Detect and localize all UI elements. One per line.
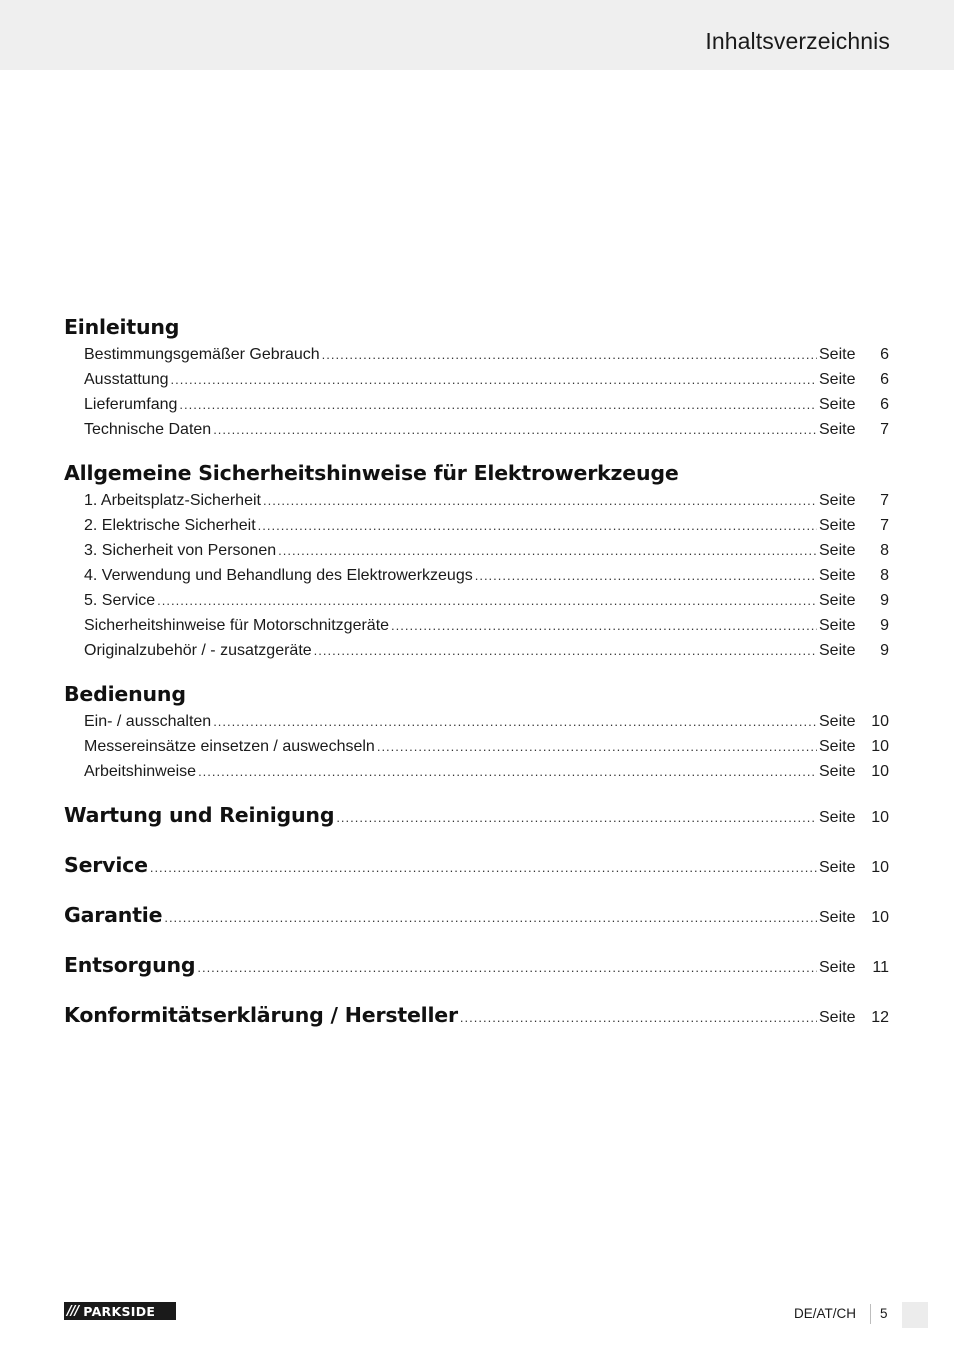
toc-entry[interactable] [64,488,889,513]
dot-leader [314,638,817,663]
dot-leader [258,513,817,538]
dot-leader [197,953,817,983]
toc-entry-seite: Seite [819,713,856,730]
logo-text: PARKSIDE [83,1303,156,1319]
toc-main-entry[interactable] [64,850,889,880]
toc-entry-label: Bestimmungsgemäßer Gebrauch [84,346,320,363]
toc-entry-label: Messereinsätze einsetzen / auswechseln [84,738,375,755]
footer-divider [870,1304,871,1324]
toc-entry[interactable] [64,513,889,538]
toc-entry-seite: Seite [819,492,856,509]
dot-leader [171,367,818,392]
toc-main-entry-label: Entsorgung [64,953,196,977]
toc-entry-label: Technische Daten [84,421,212,438]
logo-stripes: /// [67,1303,79,1319]
dot-leader [213,417,817,442]
toc-entry-label: Originalzubehör / - zusatzgeräte [84,642,312,659]
toc-entry-page: 7 [880,421,889,438]
toc-entry-page: 10 [871,909,889,926]
toc-entry-page: 6 [880,396,889,413]
toc-entry[interactable] [64,563,889,588]
toc-entry-seite: Seite [819,592,856,609]
dot-leader [460,1003,817,1033]
toc-entry[interactable] [64,538,889,563]
toc-entry-seite: Seite [819,617,856,634]
toc-entry[interactable] [64,392,889,417]
toc-entry-page: 12 [871,1009,889,1026]
toc-entry-seite: Seite [819,567,856,584]
toc-main-entry[interactable] [64,950,889,980]
section-title: Einleitung [64,315,180,339]
dot-leader [164,903,817,933]
toc-entry-label: 3. Sicherheit von Personen [84,542,277,559]
toc-main-entry-label: Wartung und Reinigung [64,803,335,827]
toc-entry[interactable] [64,342,889,367]
toc-entry-page: 6 [880,371,889,388]
dot-leader [322,342,817,367]
toc-entry-seite: Seite [819,959,856,976]
page-title: Inhaltsverzeichnis [705,28,890,54]
dot-leader [377,734,817,759]
toc-entry-label: 5. Service [84,592,156,609]
footer-locale: DE/AT/CH [794,1306,857,1321]
toc-entry-seite: Seite [819,642,856,659]
toc-main-entry[interactable] [64,1000,889,1030]
toc-entry[interactable] [64,638,889,663]
toc-entry-page: 9 [880,617,889,634]
toc-entry-seite: Seite [819,809,856,826]
dot-leader [150,853,817,883]
toc-entry[interactable] [64,759,889,784]
dot-leader [278,538,817,563]
toc-entry-seite: Seite [819,421,856,438]
toc-entry-page: 10 [871,763,889,780]
toc-entry[interactable] [64,367,889,392]
toc-entry-page: 9 [880,642,889,659]
dot-leader [336,803,817,833]
table-of-contents [64,312,889,1050]
parkside-logo [64,1302,176,1320]
dot-leader [391,613,817,638]
toc-entry[interactable] [64,588,889,613]
toc-entry-seite: Seite [819,1009,856,1026]
toc-entry-seite: Seite [819,859,856,876]
section-title: Bedienung [64,682,186,706]
toc-entry-seite: Seite [819,517,856,534]
toc-entry-label: Arbeitshinweise [84,763,197,780]
section-title: Allgemeine Sicherheitshinweise für Elektrowerkzeuge [64,461,679,485]
toc-entry-label: Ausstattung [84,371,169,388]
toc-entry-page: 7 [880,517,889,534]
toc-entry-page: 10 [871,713,889,730]
toc-section-einleitung [64,312,889,442]
toc-entry-seite: Seite [819,738,856,755]
dot-leader [157,588,817,613]
toc-entry-page: 6 [880,346,889,363]
footer-page-number: 5 [880,1306,888,1321]
toc-entry-page: 10 [871,809,889,826]
toc-entry-page: 8 [880,567,889,584]
toc-entry-page: 9 [880,592,889,609]
toc-section-sicherheitshinweise [64,458,889,663]
toc-entry-label: Sicherheitshinweise für Motorschnitzgeräte [84,617,390,634]
toc-entry-seite: Seite [819,763,856,780]
toc-main-entry-label: Konformitätserklärung / Hersteller [64,1003,458,1027]
dot-leader [475,563,817,588]
toc-entry-page: 10 [871,859,889,876]
toc-entry-seite: Seite [819,909,856,926]
toc-entry-page: 7 [880,492,889,509]
toc-main-entry[interactable] [64,900,889,930]
toc-entry-seite: Seite [819,396,856,413]
dot-leader [213,709,817,734]
toc-main-entry-label: Garantie [64,903,163,927]
toc-entry[interactable] [64,613,889,638]
toc-entry-seite: Seite [819,346,856,363]
toc-entry[interactable] [64,734,889,759]
dot-leader [263,488,817,513]
toc-main-entry[interactable] [64,800,889,830]
header-bar [0,0,954,70]
toc-main-entry-label: Service [64,853,148,877]
toc-entry-seite: Seite [819,542,856,559]
dot-leader [198,759,817,784]
toc-entry-label: Ein- / ausschalten [84,713,212,730]
toc-entry-page: 8 [880,542,889,559]
toc-entry-label: 1. Arbeitsplatz-Sicherheit [84,492,261,509]
toc-entry-label: 4. Verwendung und Behandlung des Elektrowerkzeugs [84,567,473,584]
toc-entry-seite: Seite [819,371,856,388]
toc-entry[interactable] [64,709,889,734]
dot-leader [179,392,817,417]
toc-section-bedienung [64,679,889,784]
toc-entry-page: 11 [872,959,889,976]
toc-entry-page: 10 [871,738,889,755]
toc-entry[interactable] [64,417,889,442]
toc-entry-label: 2. Elektrische Sicherheit [84,517,256,534]
toc-entry-label: Lieferumfang [84,396,178,413]
footer-tab-marker [902,1302,928,1328]
